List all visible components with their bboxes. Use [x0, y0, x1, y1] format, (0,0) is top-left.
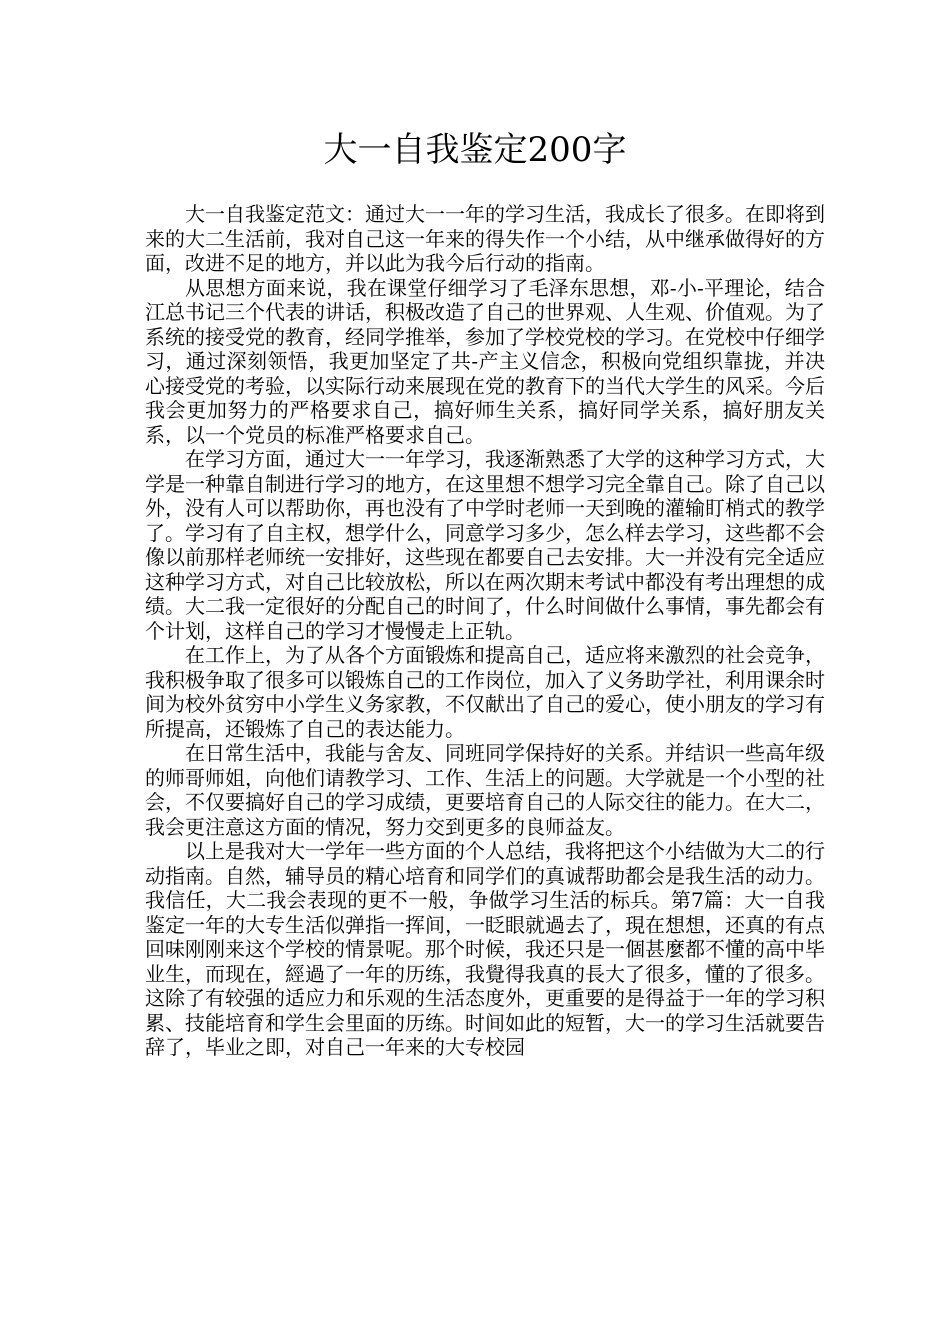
document-title: 大一自我鉴定200字 [323, 130, 627, 170]
paragraph-study: 在学习方面，通过大一一年学习，我逐渐熟悉了大学的这种学习方式，大学是一种靠自制进行学习的地方，在这里想不想学习完全靠自己。除了自己以外，没有人可以帮助你，再也没有了中学时老师一天到晚的灌输盯梢式的教学了。学习有了自主权，想学什么，同意学习多少，怎么样去学习，这些都不会像以前那样老师统一安排好，这些现在都要自己去安排。大一并没有完全适应这种学习方式，对自己比较放松，所以在两次期末考试中都没有考出理想的成绩。大二我一定很好的分配自己的时间了，什么时间做什么事情，事先都会有个计划，这样自己的学习才慢慢走上正轨。 [145, 447, 825, 643]
paragraph-daily-life: 在日常生活中，我能与舍友、同班同学保持好的关系。并结识一些高年级的师哥师姐，向他们请教学习、工作、生活上的问题。大学就是一个小型的社会，不仅要搞好自己的学习成绩，更要培育自己的人际交往的能力。在大二，我会更注意这方面的情况，努力交到更多的良师益友。 [145, 741, 825, 839]
paragraph-summary-intro: 大一自我鉴定范文：通过大一一年的学习生活，我成长了很多。在即将到来的大二生活前，我对自己这一年来的得失作一个小结，从中继承做得好的方面，改进不足的地方，并以此为我今后行动的指南。 [145, 202, 825, 275]
paragraph-ideology: 从思想方面来说，我在课堂仔细学习了毛泽东思想，邓-小-平理论，结合江总书记三个代表的讲话，积极改造了自己的世界观、人生观、价值观。为了系统的接受党的教育，经同学推举，参加了学校党校的学习。在党校中仔细学习，通过深刻领悟，我更加坚定了共-产主义信念，积极向党组织靠拢，并决心接受党的考验，以实际行动来展现在党的教育下的当代大学生的风采。今后我会更加努力的严格要求自己，搞好师生关系，搞好同学关系，搞好朋友关系，以一个党员的标准严格要求自己。 [145, 275, 825, 447]
document-body [145, 202, 825, 1060]
paragraph-conclusion: 以上是我对大一学年一些方面的个人总结，我将把这个小结做为大二的行动指南。自然，辅导员的精心培育和同学们的真诚帮助都会是我生活的动力。我信任，大二我会表现的更不一般，争做学习生活的标兵。第7篇：大一自我鉴定一年的大专生活似弹指一挥间，一眨眼就過去了，現在想想，还真的有点回味刚刚来这个学校的情景呢。那个时候，我还只是一個甚麼都不懂的高中毕业生，而现在，經過了一年的历练，我覺得我真的長大了很多，懂的了很多。这除了有较强的适应力和乐观的生活态度外，更重要的是得益于一年的学习积累、技能培育和学生会里面的历练。时间如此的短暂，大一的学习生活就要告辞了，毕业之即，对自己一年来的大专校园 [145, 839, 825, 1059]
paragraph-work: 在工作上，为了从各个方面锻炼和提高自己，适应将来激烈的社会竞争，我积极争取了很多可以锻炼自己的工作岗位，加入了义务助学社，利用课余时间为校外贫穷中小学生义务家教，不仅献出了自己的爱心，使小朋友的学习有所提高，还锻炼了自己的表达能力。 [145, 643, 825, 741]
